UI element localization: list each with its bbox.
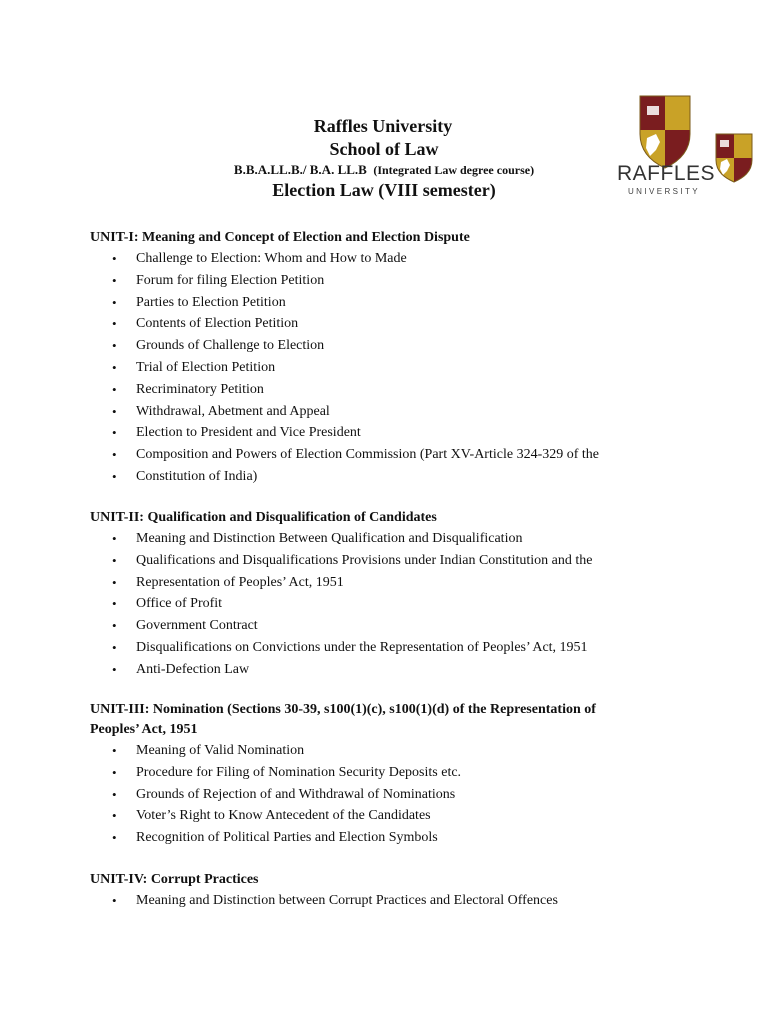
list-item [90,572,650,594]
list-item [90,827,650,849]
unit-4 [90,870,650,912]
unit-3 [90,700,650,849]
list-item [90,335,650,357]
list-item-text: Qualifications and Disqualifications Provisions under Indian Constitution and the [136,552,593,568]
university-name: Raffles University [313,116,453,136]
list-item-text: Recriminatory Petition [136,381,264,397]
list-item-text: Disqualifications on Convictions under the Representation of Peoples’ Act, 1951 [136,639,588,655]
course-main: B.B.A.LL.B./ B.A. LL.B [233,162,367,177]
bullet-icon: • [112,552,117,568]
course-note: (Integrated Law degree course) [373,163,535,177]
list-item-text: Forum for filing Election Petition [136,272,325,288]
list-item-text: Recognition of Political Parties and Election Symbols [136,830,438,846]
list-item [90,357,650,379]
bullet-icon: • [112,251,117,266]
list-item-text: Challenge to Election: Whom and How to Made [136,251,407,266]
bullet-icon: • [112,359,117,375]
list-item [90,379,650,401]
list-item-text: Meaning and Distinction between Corrupt Practices and Electoral Offences [136,893,558,908]
bullet-icon: • [112,893,117,908]
school-name-text: School of Law [329,139,439,159]
unit-1-list [90,248,650,488]
bullet-icon: • [112,764,117,780]
raffles-university-logo [612,94,762,200]
bullet-icon: • [112,618,117,634]
list-item-text: Election to President and Vice President [136,425,361,441]
bullet-icon: • [112,403,117,419]
bullet-icon: • [112,830,117,846]
list-item [90,422,650,444]
list-item [90,466,650,488]
list-item [90,292,650,314]
bullet-icon: • [112,468,117,484]
unit-3-title: UNIT-III: Nomination (Sections 30-39, s100(1)(c), s100(1)(d) of the Representation of [90,702,596,717]
list-item-text: Meaning and Distinction Between Qualification and Disqualification [136,531,523,546]
bullet-icon: • [112,639,117,655]
list-item [90,401,650,423]
list-item-text: Contents of Election Petition [136,316,299,332]
bullet-icon: • [112,447,117,463]
list-item-text: Trial of Election Petition [136,359,276,375]
unit-3-title-cont: Peoples’ Act, 1951 [90,722,198,737]
bullet-icon: • [112,808,117,824]
bullet-icon: • [112,661,117,677]
list-item [90,248,650,270]
list-item [90,805,650,827]
list-item [90,528,650,550]
list-item-text: Meaning of Valid Nomination [136,743,305,758]
bullet-icon: • [112,743,117,758]
logo-subtext: UNIVERSITY [628,187,701,196]
bullet-icon: • [112,381,117,397]
logo-wordmark: RAFFLES [617,162,716,185]
bullet-icon: • [112,338,117,354]
list-item-text: Grounds of Rejection of and Withdrawal of Nominations [136,786,456,802]
list-item-text: Government Contract [136,618,258,634]
list-item-text: Anti-Defection Law [136,661,250,677]
bullet-icon: • [112,531,117,546]
bullet-icon: • [112,316,117,332]
shield-small-icon [716,134,752,184]
unit-4-list [90,890,650,912]
unit-2 [90,508,650,681]
list-item [90,890,650,912]
list-item [90,762,650,784]
list-item-text: Parties to Election Petition [136,294,286,310]
list-item [90,740,650,762]
list-item-text: Constitution of India) [136,468,258,484]
unit-3-list [90,740,650,849]
list-item-text: Procedure for Filing of Nomination Security Deposits etc. [136,764,462,780]
list-item-text: Office of Profit [136,596,223,612]
unit-2-title: UNIT-II: Qualification and Disqualification of Candidates [90,510,437,525]
list-item [90,313,650,335]
subject-title: Election Law (VIII semester) [272,180,496,200]
list-item [90,550,650,572]
list-item-text: Composition and Powers of Election Commission (Part XV-Article 324-329 of the [136,447,599,463]
list-item-text: Withdrawal, Abetment and Appeal [136,403,330,419]
bullet-icon: • [112,294,117,310]
list-item-text: Grounds of Challenge to Election [136,338,325,354]
list-item [90,784,650,806]
unit-4-title: UNIT-IV: Corrupt Practices [90,872,259,887]
bullet-icon: • [112,425,117,441]
bullet-icon: • [112,786,117,802]
list-item-text: Voter’s Right to Know Antecedent of the Candidates [136,808,431,824]
list-item [90,444,650,466]
list-item [90,615,650,637]
bullet-icon: • [112,272,117,288]
unit-1 [90,228,650,488]
list-item [90,659,650,681]
list-item [90,270,650,292]
list-item-text: Representation of Peoples’ Act, 1951 [136,574,344,590]
list-item [90,637,650,659]
list-item [90,593,650,615]
unit-1-title: UNIT-I: Meaning and Concept of Election and Election Dispute [90,230,470,245]
unit-2-list [90,528,650,681]
bullet-icon: • [112,596,117,612]
bullet-icon: • [112,574,117,590]
